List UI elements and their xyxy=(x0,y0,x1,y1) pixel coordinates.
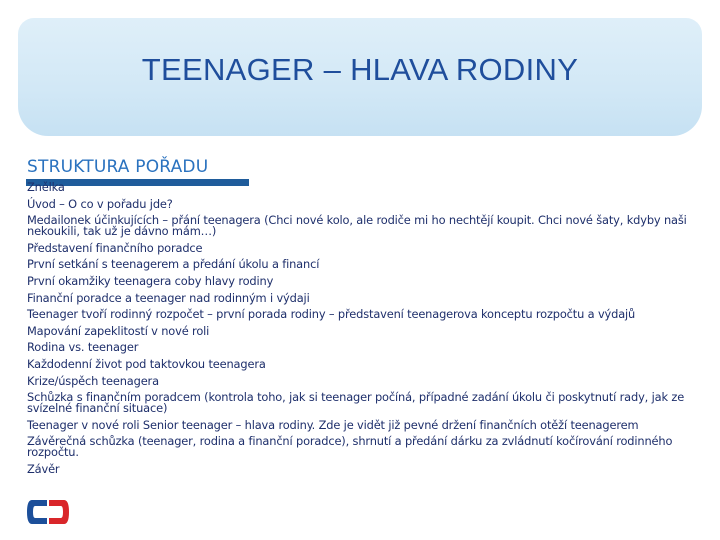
slide-title: TEENAGER – HLAVA RODINY xyxy=(141,52,579,87)
ct-logo-icon xyxy=(26,497,70,527)
list-item: Finanční poradce a teenager nad rodinným i výdaji xyxy=(27,290,310,305)
list-item: Úvod – O co v pořadu jde? xyxy=(27,196,173,211)
list-item: Znělka xyxy=(27,180,65,194)
list-item: Medailonek účinkujících – přání teenagera (Chci nové kolo, ale rodiče mi ho nechtějí koupit. Chci nové šaty, kdyby naši nekoukili, tak už je dávno mám…) xyxy=(27,213,687,239)
list-item: První okamžiky teenagera coby hlavy rodiny xyxy=(27,273,274,288)
list-item: Rodina vs. teenager xyxy=(27,340,139,355)
logo-right-shape xyxy=(49,500,69,524)
list-item: Mapování zapeklitostí v nové roli xyxy=(27,323,210,338)
list-item: Závěrečná schůzka (teenager, rodina a finanční poradce), shrnutí a předání dárku za zvládnutí kočírování rodinného rozpočtu. xyxy=(27,434,673,460)
structure-list xyxy=(27,182,697,481)
list-item: Teenager tvoří rodinný rozpočet – první porada rodiny – představení teenagerova konceptu rozpočtu a výdajů xyxy=(27,307,636,322)
list-item: Teenager v nové roli Senior teenager – hlava rodiny. Zde je vidět již pevné držení finančních otěží teenagerem xyxy=(27,417,639,432)
list-item: Závěr xyxy=(27,461,60,476)
list-item: Schůzka s finančním poradcem (kontrola toho, jak si teenager počíná, případné zadání úkolu či poskytnutí rady, jak ze svízelné finanční situace) xyxy=(27,390,685,416)
section-heading: STRUKTURA POŘADU xyxy=(27,157,209,177)
list-item: Představení finančního poradce xyxy=(27,240,203,255)
logo-left-shape xyxy=(27,500,47,524)
list-item: Každodenní život pod taktovkou teenagera xyxy=(27,356,266,371)
list-item: První setkání s teenagerem a předání úkolu a financí xyxy=(27,257,320,272)
list-item: Krize/úspěch teenagera xyxy=(27,373,159,388)
